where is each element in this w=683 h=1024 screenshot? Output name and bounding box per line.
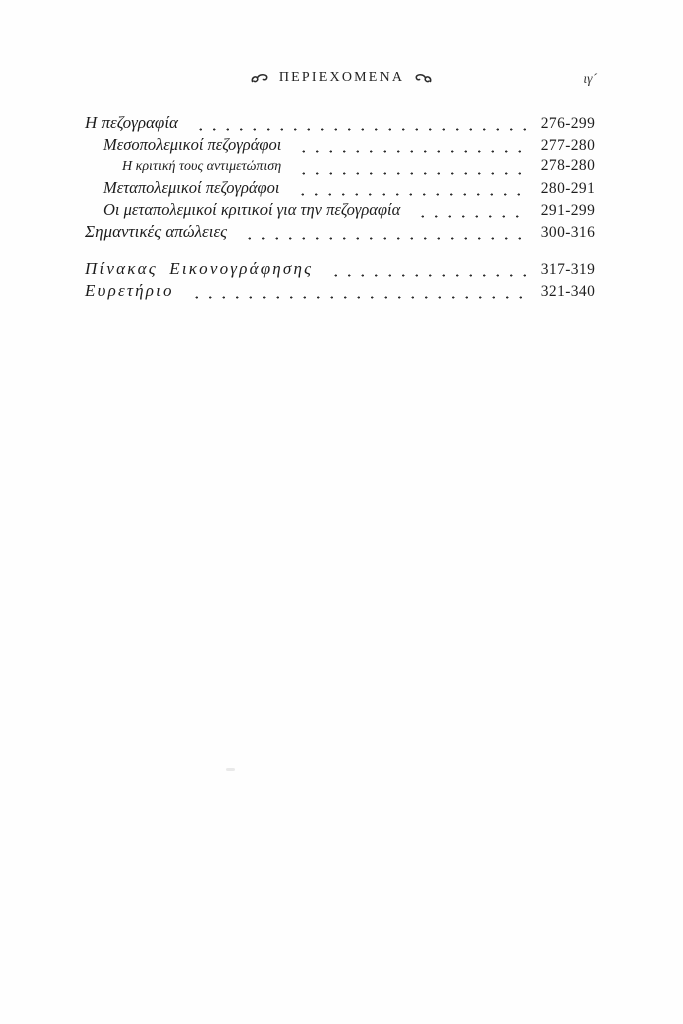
toc-entry-label: Πίνακας Εικονογράφησης (85, 259, 314, 279)
running-head (0, 0, 683, 92)
page-range: 277-280 (540, 136, 596, 154)
fleuron-left-icon (251, 73, 268, 84)
toc-entry-label: Η κριτική τους αντιμετώπιση (122, 159, 282, 175)
page-range: 280-291 (540, 180, 596, 198)
toc-entry-label: Σημαντικές απώλειες (85, 221, 228, 241)
dot-leader (292, 178, 526, 200)
dot-leader (293, 156, 526, 178)
toc-row (85, 222, 600, 244)
toc-row (85, 113, 600, 135)
dot-leader (239, 222, 526, 244)
toc-entry-label: Μεσοπολεμικοί πεζογράφοι (103, 134, 282, 154)
page-range: 321-340 (540, 282, 596, 300)
toc-entry-label: Οι μεταπολεμικοί κριτικοί για την πεζογραφία (103, 199, 401, 219)
dot-leader (186, 281, 526, 303)
toc-row (85, 135, 600, 157)
dot-leader (412, 200, 526, 222)
scan-artifact-mark (226, 768, 235, 771)
page-range: 291-299 (540, 201, 596, 219)
page-title: ΠΕΡΙΕΧΟΜΕΝΑ (278, 70, 405, 85)
table-of-contents (0, 113, 683, 303)
folio-number: ιγ´ (583, 71, 597, 86)
toc-row (85, 259, 600, 281)
dot-leader (293, 135, 526, 157)
toc-row (85, 281, 600, 303)
fleuron-right-icon (415, 73, 432, 84)
toc-entry-label: Μεταπολεμικοί πεζογράφοι (103, 178, 280, 198)
toc-entry-label: Ευρετήριο (85, 280, 174, 300)
toc-row (85, 178, 600, 200)
header-center (0, 70, 683, 86)
toc-entry-label: Η πεζογραφία (85, 113, 178, 132)
page-range: 317-319 (540, 261, 596, 279)
toc-row (85, 156, 600, 178)
dot-leader (190, 113, 526, 135)
page-range: 276-299 (540, 115, 596, 132)
page-range: 278-280 (540, 157, 596, 175)
toc-row (85, 200, 600, 222)
page-range: 300-316 (540, 223, 596, 241)
dot-leader (325, 259, 526, 281)
